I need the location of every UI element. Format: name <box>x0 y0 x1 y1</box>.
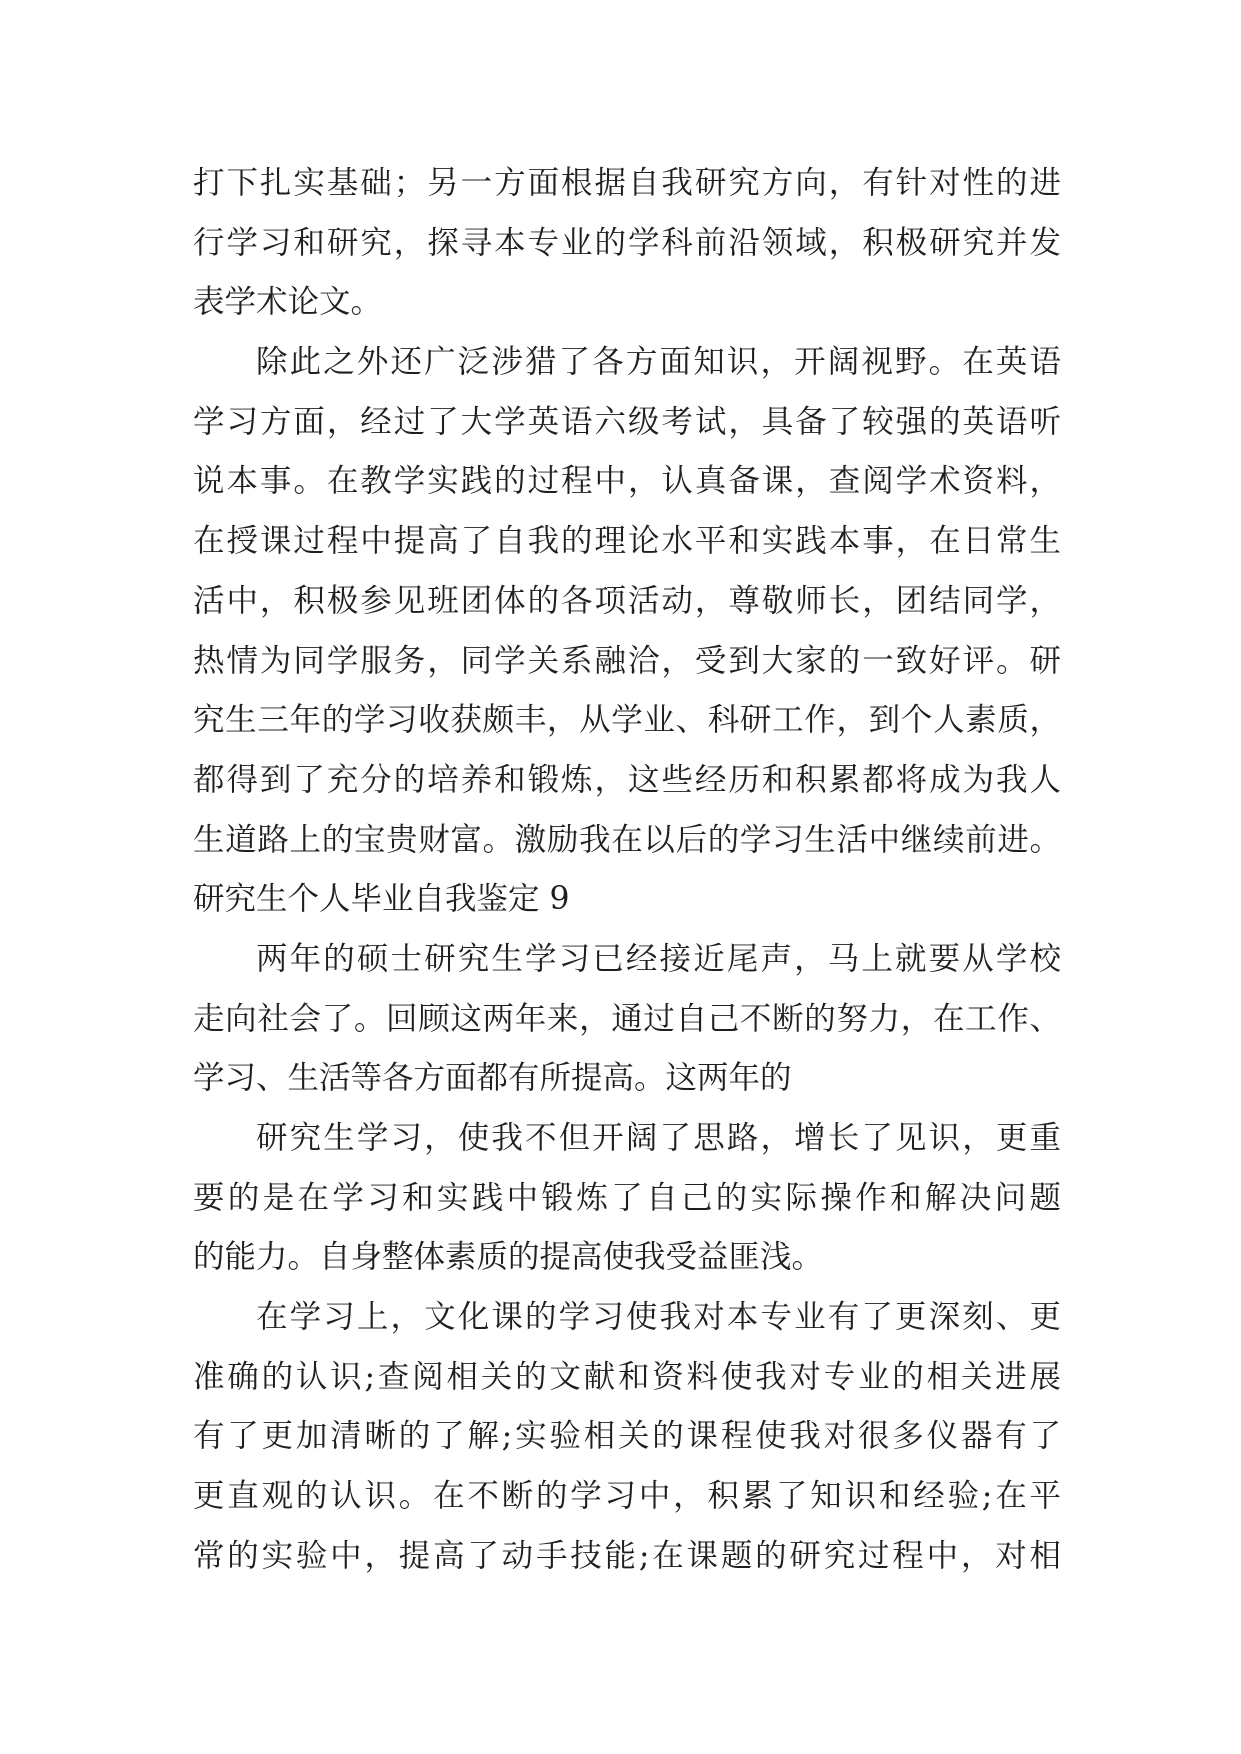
text-line: 活中，积极参见班团体的各项活动，尊敬师长，团结同学， <box>193 582 1061 619</box>
text-line: 准确的认识;查阅相关的文献和资料使我对专业的相关进展 <box>193 1358 1061 1395</box>
text-line: 要的是在学习和实践中锻炼了自己的实际操作和解决问题 <box>193 1179 1061 1216</box>
paragraph-first-line: 研究生学习，使我不但开阔了思路，增长了见识，更重 <box>256 1120 1061 1156</box>
text-line: 表学术论文。 <box>193 284 383 321</box>
text-line: 在授课过程中提高了自我的理论水平和实践本事，在日常生 <box>193 523 1061 560</box>
text-line: 说本事。在教学实践的过程中，认真备课，查阅学术资料， <box>193 463 1061 500</box>
text-line: 都得到了充分的培养和锻炼，这些经历和积累都将成为我人 <box>193 761 1061 798</box>
text-line: 热情为同学服务，同学关系融洽，受到大家的一致好评。研 <box>193 642 1061 679</box>
text-line: 常的实验中，提高了动手技能;在课题的研究过程中，对相 <box>193 1537 1061 1574</box>
text-line: 学习、生活等各方面都有所提高。这两年的 <box>193 1060 792 1097</box>
text-line: 有了更加清晰的了解;实验相关的课程使我对很多仪器有了 <box>193 1418 1061 1455</box>
text-line: 生道路上的宝贵财富。激励我在以后的学习生活中继续前进。 <box>193 821 1061 858</box>
text-line: 打下扎实基础；另一方面根据自我研究方向，有针对性的进 <box>193 165 1061 201</box>
paragraph-first-line: 在学习上，文化课的学习使我对本专业有了更深刻、更 <box>256 1299 1061 1336</box>
text-line: 究生三年的学习收获颇丰，从学业、科研工作，到个人素质， <box>193 702 1061 739</box>
paragraph-first-line: 两年的硕士研究生学习已经接近尾声，马上就要从学校 <box>256 940 1061 977</box>
text-line: 学习方面，经过了大学英语六级考试，具备了较强的英语听 <box>193 403 1061 440</box>
section-heading: 研究生个人毕业自我鉴定 9 <box>193 881 570 918</box>
paragraph-first-line: 除此之外还广泛涉猎了各方面知识，开阔视野。在英语 <box>256 344 1061 381</box>
text-line: 走向社会了。回顾这两年来，通过自己不断的努力，在工作、 <box>193 1000 1061 1037</box>
document-body <box>193 154 1061 1587</box>
text-line: 的能力。自身整体素质的提高使我受益匪浅。 <box>193 1239 824 1276</box>
text-line: 更直观的认识。在不断的学习中，积累了知识和经验;在平 <box>193 1478 1061 1515</box>
text-line: 行学习和研究，探寻本专业的学科前沿领域，积极研究并发 <box>193 224 1061 261</box>
